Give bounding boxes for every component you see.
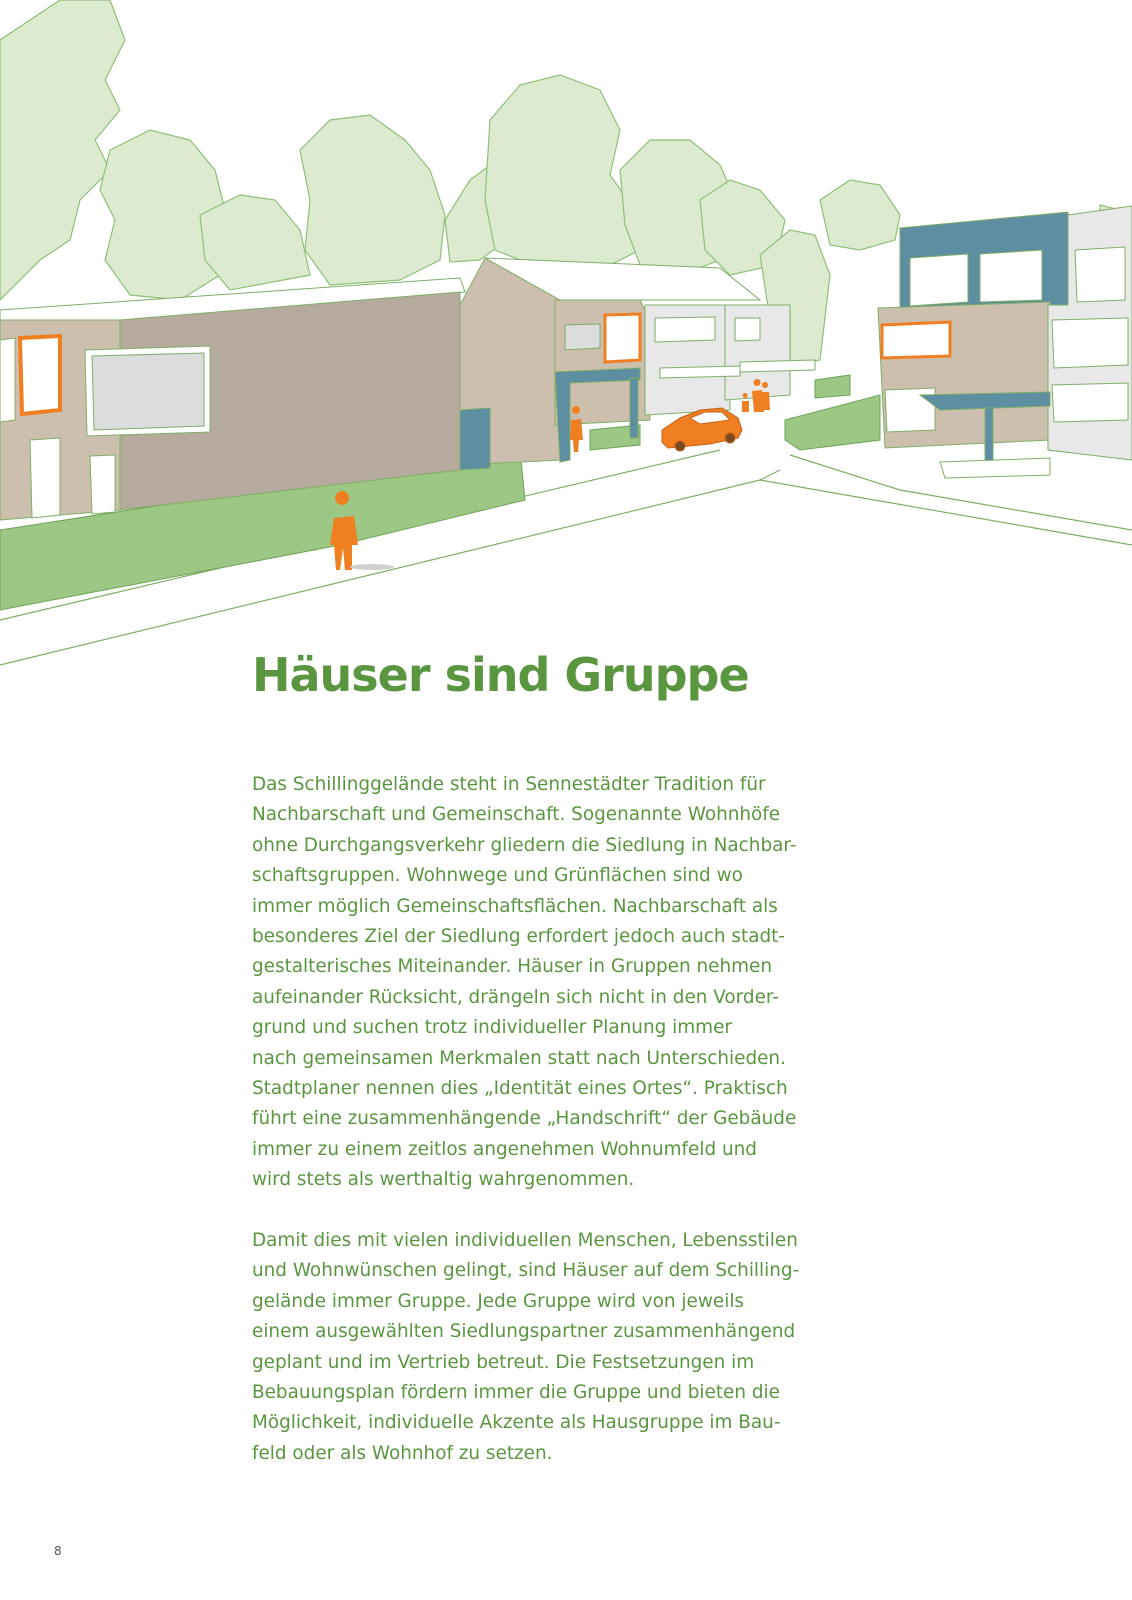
street-illustration [0,0,1132,690]
text-line: Damit dies mit vielen individuellen Menschen, Lebensstilen [252,1230,798,1251]
text-line: immer zu einem zeitlos angenehmen Wohnumfeld und [252,1138,757,1160]
text-line: und Wohnwünschen gelingt, sind Häuser auf dem Schilling- [252,1260,800,1282]
text-line: geplant und im Vertrieb betreut. Die Festsetzungen im [252,1351,755,1373]
house-row-middle [460,258,815,470]
text-line: schaftsgruppen. Wohnwege und Grünflächen sind wo [252,865,743,887]
text-line: gelände immer Gruppe. Jede Gruppe wird von jeweils [252,1290,745,1312]
text-line: wird stets als werthaltig wahrgenommen. [252,1169,635,1191]
text-line: einem ausgewählten Siedlungspartner zusammenhängend [252,1321,796,1343]
text-line: Nachbarschaft und Gemeinschaft. Sogenannte Wohnhöfe [252,804,781,826]
text-line: Möglichkeit, individuelle Akzente als Hausgruppe im Bau- [252,1412,781,1434]
page-number: 8 [54,1544,62,1558]
text-line: ohne Durchgangsverkehr gliedern die Siedlung in Nachbar- [252,834,797,856]
body-paragraph-1 [252,770,852,1196]
car [662,408,742,451]
text-line: grund und suchen trotz individueller Planung immer [252,1017,732,1039]
house-right [878,206,1132,478]
text-line: aufeinander Rücksicht, drängeln sich nicht in den Vorder- [252,986,779,1008]
text-line: nach gemeinsamen Merkmalen statt nach Unterschieden. [252,1047,786,1069]
text-line: besonderes Ziel der Siedlung erfordert jedoch auch stadt- [252,926,785,948]
text-line: feld oder als Wohnhof zu setzen. [252,1442,553,1464]
page-title: Häuser sind Gruppe [252,648,749,702]
text-line: Stadtplaner nennen dies „Identität eines Ortes“. Praktisch [252,1078,788,1100]
text-line: Das Schillinggelände steht in Sennestädter Tradition für [252,774,766,795]
text-line: immer möglich Gemeinschaftsflächen. Nachbarschaft als [252,895,778,917]
text-line: Bebauungsplan fördern immer die Gruppe und bieten die [252,1382,780,1404]
body-paragraph-2 [252,1226,852,1469]
text-line: führt eine zusammenhängende „Handschrift“ der Gebäude [252,1108,797,1130]
text-line: gestalterisches Miteinander. Häuser in Gruppen nehmen [252,956,773,978]
